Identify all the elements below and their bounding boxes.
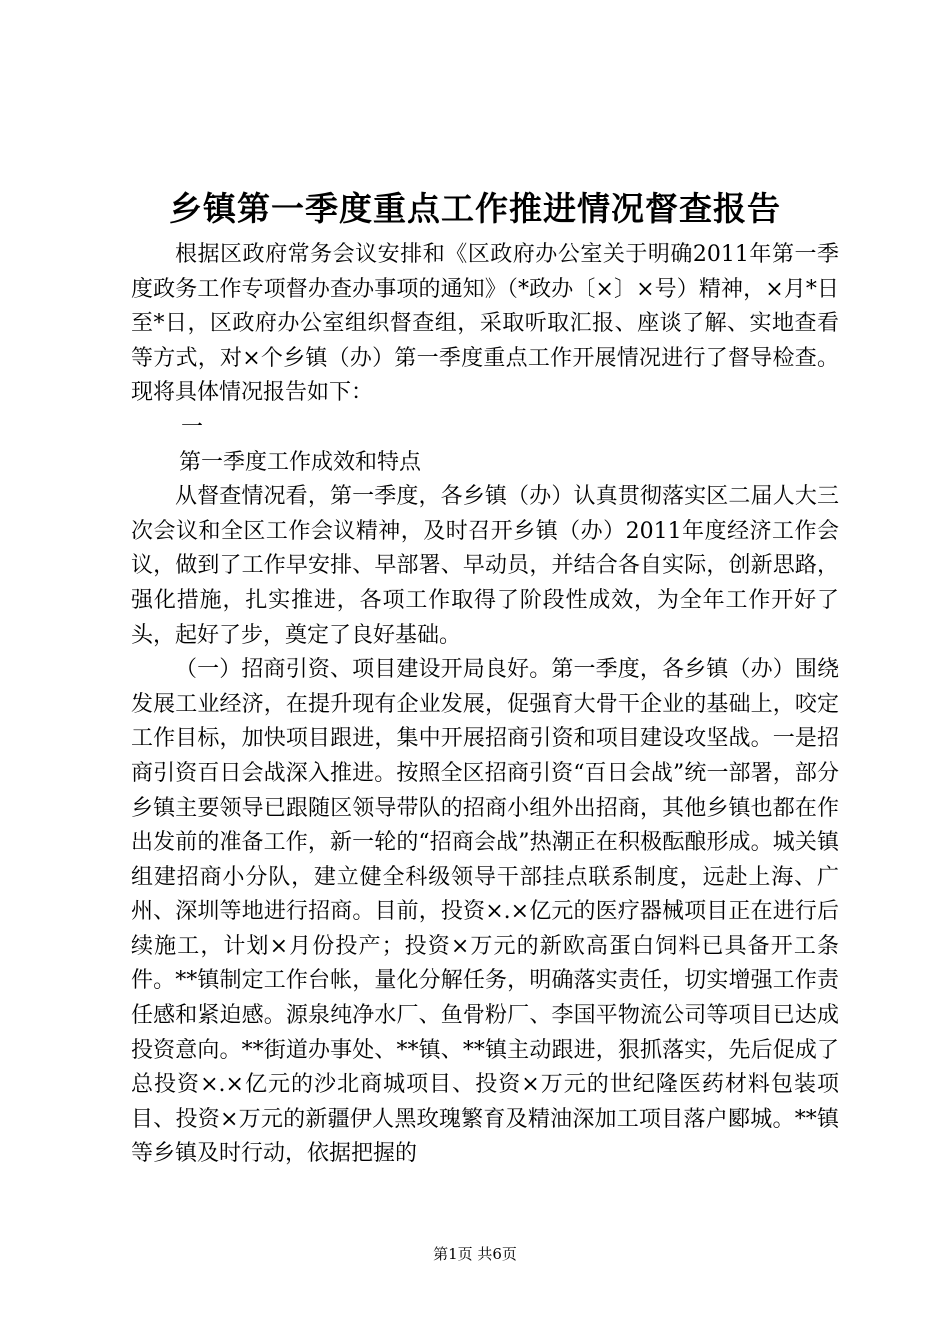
intro-paragraph: 根据区政府常务会议安排和《区政府办公室关于明确2011年第一季度政务工作专项督办查办事项的通知》（*政办〔×〕×号）精神，×月*日至*日，区政府办公室组织督查组，采取听取汇报、座谈了解、实地查看等方式，对×个乡镇（办）第一季度重点工作开展情况进行了督导检查。现将具体情况报告如下：	[131, 242, 839, 406]
item-one-paragraph: （一）招商引资、项目建设开局良好。第一季度，各乡镇（办）围绕发展工业经济，在提升现有企业发展，促强育大骨干企业的基础上，咬定工作目标，加快项目跟进，集中开展招商引资和项目建设攻坚战。一是招商引资百日会战深入推进。按照全区招商引资“百日会战”统一部署，部分乡镇主要领导已跟随区领导带队的招商小组外出招商，其他乡镇也都在作出发前的准备工作，新一轮的“招商会战”热潮正在积极酝酿形成。城关镇组建招商小分队，建立健全科级领导干部挂点联系制度，远赴上海、广州、深圳等地进行招商。目前，投资×.×亿元的医疗器械项目正在进行后续施工，计划×月份投产；投资×万元的新欧高蛋白饲料已具备开工条件。**镇制定工作台帐，量化分解任务，明确落实责任，切实增强工作责任感和紧迫感。源泉纯净水厂、鱼骨粉厂、李国平物流公司等项目已达成投资意向。**街道办事处、**镇、**镇主动跟进，狠抓落实，先后促成了总投资×.×亿元的沙北商城项目、投资×万元的世纪隆医药材料包装项目、投资×万元的新疆伊人黑玫瑰繁育及精油深加工项目落户郾城。**镇等乡镇及时行动，依据把握的	[131, 657, 839, 1167]
section-heading: 第一季度工作成效和特点	[179, 449, 422, 475]
overview-paragraph: 从督查情况看，第一季度，各乡镇（办）认真贯彻落实区二届人大三次会议和全区工作会议精神，及时召开乡镇（办）2011年度经济工作会议，做到了工作早安排、早部署、早动员，并结合各自实际，创新思路，强化措施，扎实推进，各项工作取得了阶段性成效，为全年工作开好了头，起好了步，奠定了良好基础。	[131, 484, 839, 648]
document-body	[131, 238, 839, 1172]
document-title: 乡镇第一季度重点工作推进情况督查报告	[169, 189, 781, 228]
page-footer: 第1页 共6页	[433, 1245, 517, 1263]
section-marker: 一	[181, 414, 204, 440]
